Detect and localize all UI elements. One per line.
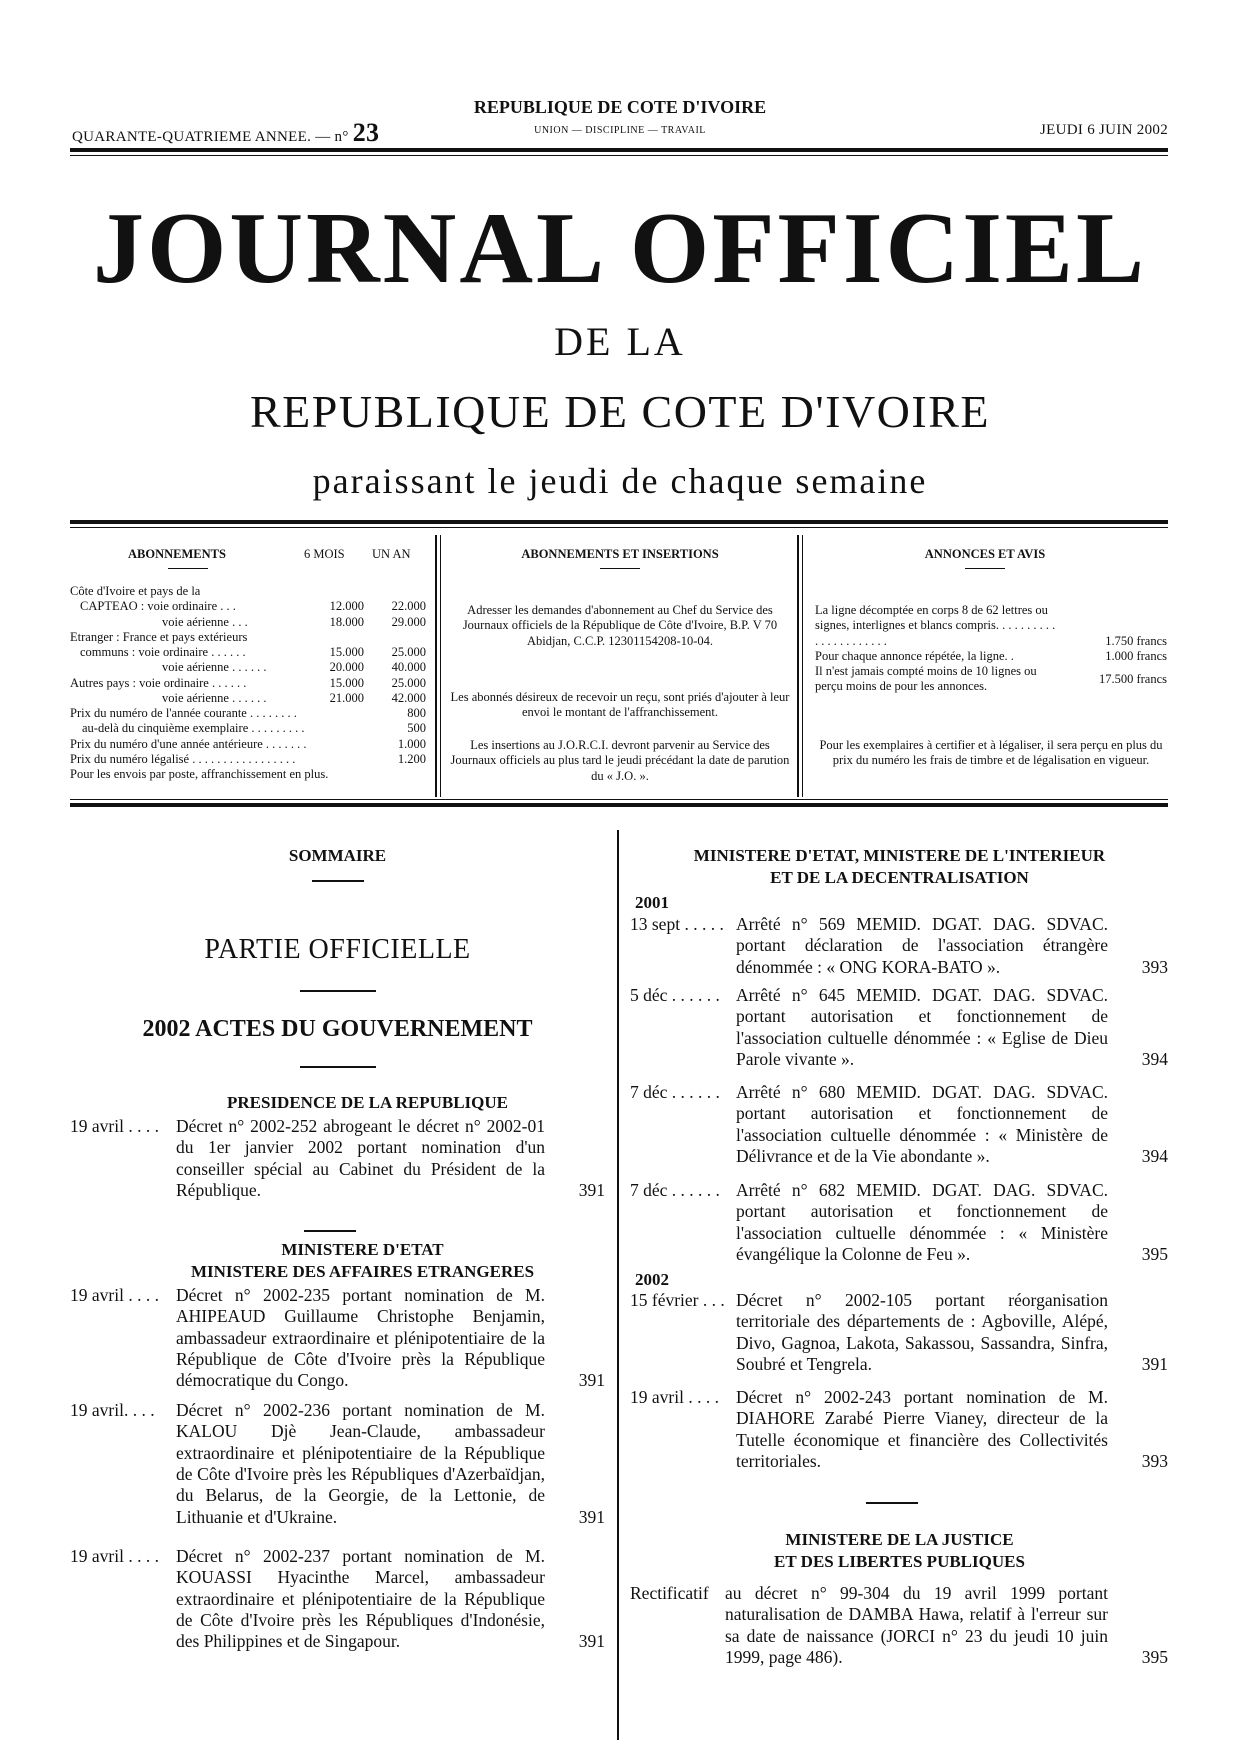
sommaire-entry [630,1180,1168,1265]
row-un-an: 29.000 [391,614,426,629]
min-etat-heading-2: MINISTERE DES AFFAIRES ETRANGERES [190,1262,535,1281]
row-6mois: 12.000 [329,599,364,614]
entry-page: 393 [1141,956,1168,977]
subscriptions-heading: ABONNEMENTS [128,547,226,561]
row-label: voie aérienne . . . [162,614,248,629]
row-label: CAPTEAO : voie ordinaire . . . [80,599,236,614]
box-divider-2b [802,535,803,797]
subscriptions-row [70,584,426,599]
row-label: Autres pays : voie ordinaire . . . . . . [70,675,247,690]
sommaire-entry [630,1583,1168,1668]
entry-date: 5 déc . . . . . . [630,985,720,1005]
subscriptions-row [70,630,426,645]
row-label: Prix du numéro de l'année courante . . . . . . . . [70,706,297,720]
subscriptions-row [70,706,426,721]
row-un-an: 40.000 [391,660,426,675]
entry-text: au décret n° 99-304 du 19 avril 1999 portant naturalisation de DAMBA Hawa, relatif à l'erreur sur sa date de naissance (JORCI n° 23 du jeudi 10 juin 1999, page 486). [725,1583,1108,1668]
sommaire-rule [312,880,364,882]
insertions-p3: Les insertions au J.O.R.C.I. devront parvenir au Service des Journaux officiels au plus tard le jeudi précédant la date de parution du « J.O. ». [450,738,790,783]
entry-text: Décret n° 2002-236 portant nomination de M. KALOU Djè Jean-Claude, ambassadeur extraordinaire et plénipotentiaire de la République de Côte d'Ivoire près les Républiques d'Azerbaïdjan, du Belarus, de la Georgie, de la Lettonie, de Lithuanie et d'Ukraine. [176,1400,545,1527]
masthead-tagline: paraissant le jeudi de chaque semaine [312,461,928,501]
sommaire-entry [70,1400,605,1528]
entry-page: 395 [1141,1647,1168,1668]
row-label: voie aérienne . . . . . . [162,660,267,675]
annonces-price: 1.750 francs [1105,633,1167,648]
box-divider-1 [435,535,437,797]
sommaire-entry [630,914,1168,978]
masthead-republic: REPUBLIQUE DE COTE D'IVOIRE [249,386,990,437]
entry-text: Décret n° 2002-243 portant nomination de M. DIAHORE Zarabé Pierre Vianey, directeur de la Tutelle économique et financière des Collectivités territoriales. [736,1387,1108,1472]
row-6mois: 20.000 [329,660,364,675]
row-label: Côte d'Ivoire et pays de la [70,584,201,598]
entry-text: Arrêté n° 682 MEMID. DGAT. DAG. SDVAC. portant autorisation et fonctionnement de l'association cultuelle dénommée : « Ministère évangélique la Colonne de Feu ». [736,1180,1108,1265]
partie-officielle: PARTIE OFFICIELLE [204,934,471,965]
entry-date: 7 déc . . . . . . [630,1082,720,1102]
issue-number: 23 [352,118,380,147]
row-6mois [306,630,364,645]
presidence-rule [304,1230,356,1232]
insertions-p2: Les abonnés désireux de recevoir un reçu, sont priés d'ajouter à leur envoi le montant de l'affranchissement. [450,690,790,720]
annonces-row [815,664,1167,695]
subscriptions-row [70,660,426,675]
entry-page: 394 [1141,1049,1168,1070]
annonces-heading-rule [965,568,1005,569]
annonces-price: 1.000 francs [1105,648,1167,663]
min-justice-heading-1: MINISTERE DE LA JUSTICE [785,1530,1014,1549]
insertions-p1: Adresser les demandes d'abonnement au Chef du Service des Journaux officiels de la République de Côte d'Ivoire, B.P. V 70 Abidjan, C.C.P. 12301154208-10-04. [462,603,778,648]
annonces-label: Pour chaque annonce répétée, la ligne. . [815,648,1014,663]
row-label: communs : voie ordinaire . . . . . . [80,645,246,659]
row-label: au-delà du cinquième exemplaire . . . . . . . . . [82,721,305,736]
year-2002: 2002 [635,1270,669,1289]
entry-page: 394 [1141,1146,1168,1167]
entry-date: 19 avril . . . . [70,1116,159,1136]
row-6mois: 18.000 [329,614,364,629]
header-date: JEUDI 6 JUIN 2002 [1039,122,1168,138]
subscriptions-row [70,721,426,736]
entry-text: Arrêté n° 645 MEMID. DGAT. DAG. SDVAC. portant autorisation et fonctionnement de l'association cultuelle dénommée : « Eglise de Dieu Parole vivante ». [736,985,1108,1070]
row-un-an: 22.000 [391,599,426,614]
row-label: Prix du numéro d'une année antérieure . . . . . . . [70,736,307,751]
row-label: voie aérienne . . . . . . [162,690,267,705]
entry-page: 393 [1141,1451,1168,1472]
entry-date: 13 sept . . . . . [630,914,724,934]
annonces-row [815,603,1167,649]
entry-date: 7 déc . . . . . . [630,1180,720,1200]
annonces-label: La ligne décomptée en corps 8 de 62 lettres ou signes, interlignes et blancs compris. . . . . . . . . . . . . . . . . . . . . . [815,603,1056,648]
insertions-heading: ABONNEMENTS ET INSERTIONS [521,547,719,561]
entry-page: 391 [578,1506,605,1527]
subscriptions-table [70,584,426,782]
top-rule-thin [70,155,1168,156]
entry-date: 15 février . . . [630,1290,725,1310]
insertions-heading-rule [600,568,640,569]
min-interieur-heading-1: MINISTERE D'ETAT, MINISTERE DE L'INTERIEUR [693,846,1106,865]
entry-page: 391 [578,1370,605,1391]
masthead-de-la: DE LA [554,319,686,364]
row-6mois: 15.000 [329,645,364,659]
row-6mois: 15.000 [329,675,364,690]
box-bottom-rule [70,803,1168,807]
min-interieur-heading-2: ET DE LA DECENTRALISATION [770,868,1029,887]
annonces-row [815,649,1167,664]
subscriptions-row [70,599,426,614]
entry-date: 19 avril . . . . [70,1285,159,1305]
sommaire-entry [70,1116,605,1201]
annonces-table [815,603,1167,695]
sommaire-entry [630,985,1168,1070]
entry-date: 19 avril. . . . [70,1400,155,1420]
subscriptions-row [70,615,426,630]
entry-text: Décret n° 2002-105 portant réorganisation territoriale des départements de : Agboville, Alépé, Divo, Gagnoa, Lakota, Sakassou, Sassandra, Sinfra, Soubré et Tengrela. [736,1290,1108,1375]
row-un-an: 1.000 [397,736,426,751]
sommaire-entry [630,1082,1168,1167]
subscriptions-row [70,645,426,660]
box-top-rule [70,520,1168,524]
row-6mois [306,584,364,599]
row-label: Prix du numéro légalisé . . . . . . . . . . . . . . . . . [70,751,296,766]
header-motto: UNION — DISCIPLINE — TRAVAIL [534,125,706,136]
entry-text: Arrêté n° 569 MEMID. DGAT. DAG. SDVAC. portant déclaration de l'association étrangère dénommée : « ONG KORA-BATO ». [736,914,1108,977]
entry-text: Décret n° 2002-237 portant nomination de M. KOUASSI Hyacinthe Marcel, ambassadeur extraordinaire et plénipotentiaire de la République de Côte d'Ivoire près les Républiques d'Indonésie, des Philippines et de Singapour. [176,1546,545,1652]
subscriptions-col-6mois: 6 MOIS [304,547,345,561]
sommaire-entry [70,1546,605,1653]
header-republic: REPUBLIQUE DE COTE D'IVOIRE [473,97,767,117]
entry-text: Décret n° 2002-235 portant nomination de M. AHIPEAUD Guillaume Christophe Benjamin, ambassadeur extraordinaire et plénipotentiaire de la République de Côte d'Ivoire près la République démocratique du Congo. [176,1285,545,1391]
annonces-price: 17.500 francs [1098,671,1167,686]
subscriptions-col-un-an: UN AN [372,547,411,561]
entry-text: Décret n° 2002-252 abrogeant le décret n° 2002-01 du 1er janvier 2002 portant nomination d'un conseiller spécial au Cabinet du Président de la République. [176,1116,545,1201]
box-divider-2 [797,535,799,797]
row-6mois: 21.000 [329,690,364,705]
sommaire-entry [70,1285,605,1392]
subscriptions-row [70,767,426,782]
entry-page: 391 [578,1631,605,1652]
top-rule [70,148,1168,152]
year-label [72,118,379,148]
entry-text: Arrêté n° 680 MEMID. DGAT. DAG. SDVAC. portant autorisation et fonctionnement de l'association cultuelle dénommée : « Ministère de Délivrance et de la Vie abondante ». [736,1082,1108,1167]
row-label: Pour les envois par poste, affranchissement en plus. [70,767,329,781]
annonces-heading: ANNONCES ET AVIS [924,547,1046,561]
entry-date: Rectificatif [630,1583,709,1603]
row-un-an: 25.000 [391,645,426,659]
subscriptions-row [70,752,426,767]
entry-date: 19 avril . . . . [630,1387,719,1407]
entry-date: 19 avril . . . . [70,1546,159,1566]
subscriptions-row [70,691,426,706]
entry-page: 391 [1141,1354,1168,1375]
masthead-title: JOURNAL OFFICIEL [93,192,1147,305]
row-un-an: 500 [407,721,426,736]
box-divider-1b [440,535,441,797]
sommaire-entry [630,1290,1168,1375]
actes-heading: 2002 ACTES DU GOUVERNEMENT [142,1016,533,1042]
row-un-an: 1.200 [397,751,426,766]
annonces-note: Pour les exemplaires à certifier et à légaliser, il sera perçu en plus du prix du numéro les frais de timbre et de légalisation en vigueur. [819,738,1163,768]
subscriptions-row [70,676,426,691]
annonces-label: Il n'est jamais compté moins de 10 lignes ou perçu moins de pour les annonces. [815,664,1037,694]
entry-page: 391 [578,1180,605,1201]
partie-rule [300,990,376,992]
year-label-text: QUARANTE-QUATRIEME ANNEE. — n° [72,129,349,145]
min-etat-heading-1: MINISTERE D'ETAT [281,1240,444,1259]
subscriptions-heading-rule [168,568,208,569]
box-bottom-rule-thin [70,799,1168,800]
sommaire-entry [630,1387,1168,1472]
year-2001: 2001 [635,893,669,912]
row-un-an [364,584,426,599]
box-top-rule-thin [70,527,1168,528]
row-un-an: 800 [407,706,426,720]
entry-page: 395 [1141,1244,1168,1265]
min-justice-heading-2: ET DES LIBERTES PUBLIQUES [774,1552,1025,1571]
subscriptions-row [70,737,426,752]
presidence-heading: PRESIDENCE DE LA REPUBLIQUE [226,1093,509,1112]
actes-rule [300,1066,376,1068]
row-un-an [364,630,426,645]
row-label: Etranger : France et pays extérieurs [70,629,248,644]
row-un-an: 25.000 [391,675,426,690]
row-un-an: 42.000 [391,690,426,705]
min-interieur-rule [866,1502,918,1504]
sommaire-heading: SOMMAIRE [288,846,387,865]
column-divider [617,830,619,1740]
